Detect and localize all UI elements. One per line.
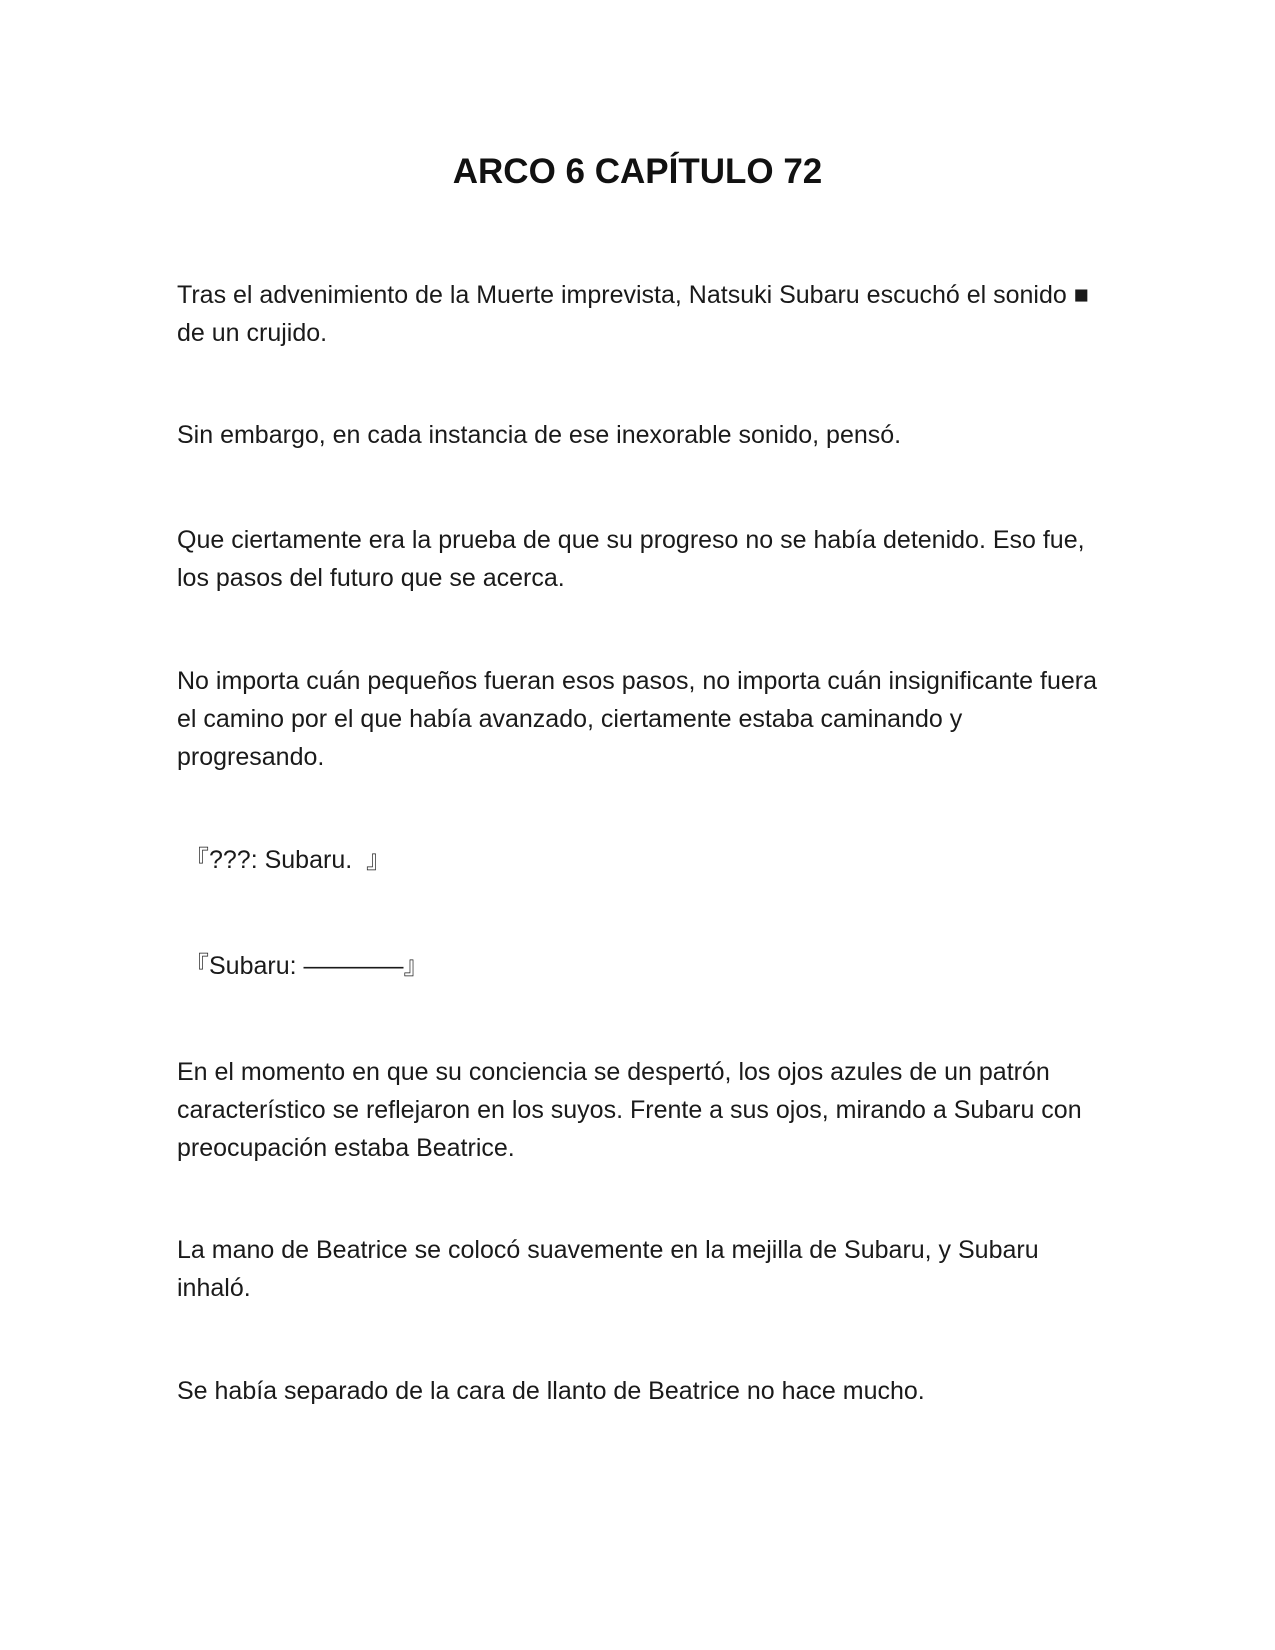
paragraph-7: Se había separado de la cara de llanto de Beatrice no hace mucho.	[177, 1377, 925, 1405]
dialogue-line-2: 『Subaru: ————』	[184, 952, 429, 980]
paragraph-6: La mano de Beatrice se colocó suavemente en la mejilla de Subaru, y Subaru inhaló.	[177, 1236, 1039, 1302]
paragraph-2: Sin embargo, en cada instancia de ese inexorable sonido, pensó.	[177, 421, 902, 449]
page-title: ARCO 6 CAPÍTULO 72	[452, 152, 823, 191]
dialogue-line-1: 『???: Subaru. 』	[184, 846, 392, 874]
paragraph-1: Tras el advenimiento de la Muerte imprevista, Natsuki Subaru escuchó el sonido ■ de un crujido.	[177, 281, 1089, 347]
paragraph-3: Que ciertamente era la prueba de que su progreso no se había detenido. Eso fue, los pasos del futuro que se acerca.	[177, 526, 1085, 592]
paragraph-4: No importa cuán pequeños fueran esos pasos, no importa cuán insignificante fuera el camino por el que había avanzado, ciertamente estaba caminando y progresando.	[177, 667, 1098, 771]
paragraph-5: En el momento en que su conciencia se despertó, los ojos azules de un patrón característico se reflejaron en los suyos. Frente a sus ojos, mirando a Subaru con preocupación estaba Beatrice.	[177, 1058, 1082, 1162]
